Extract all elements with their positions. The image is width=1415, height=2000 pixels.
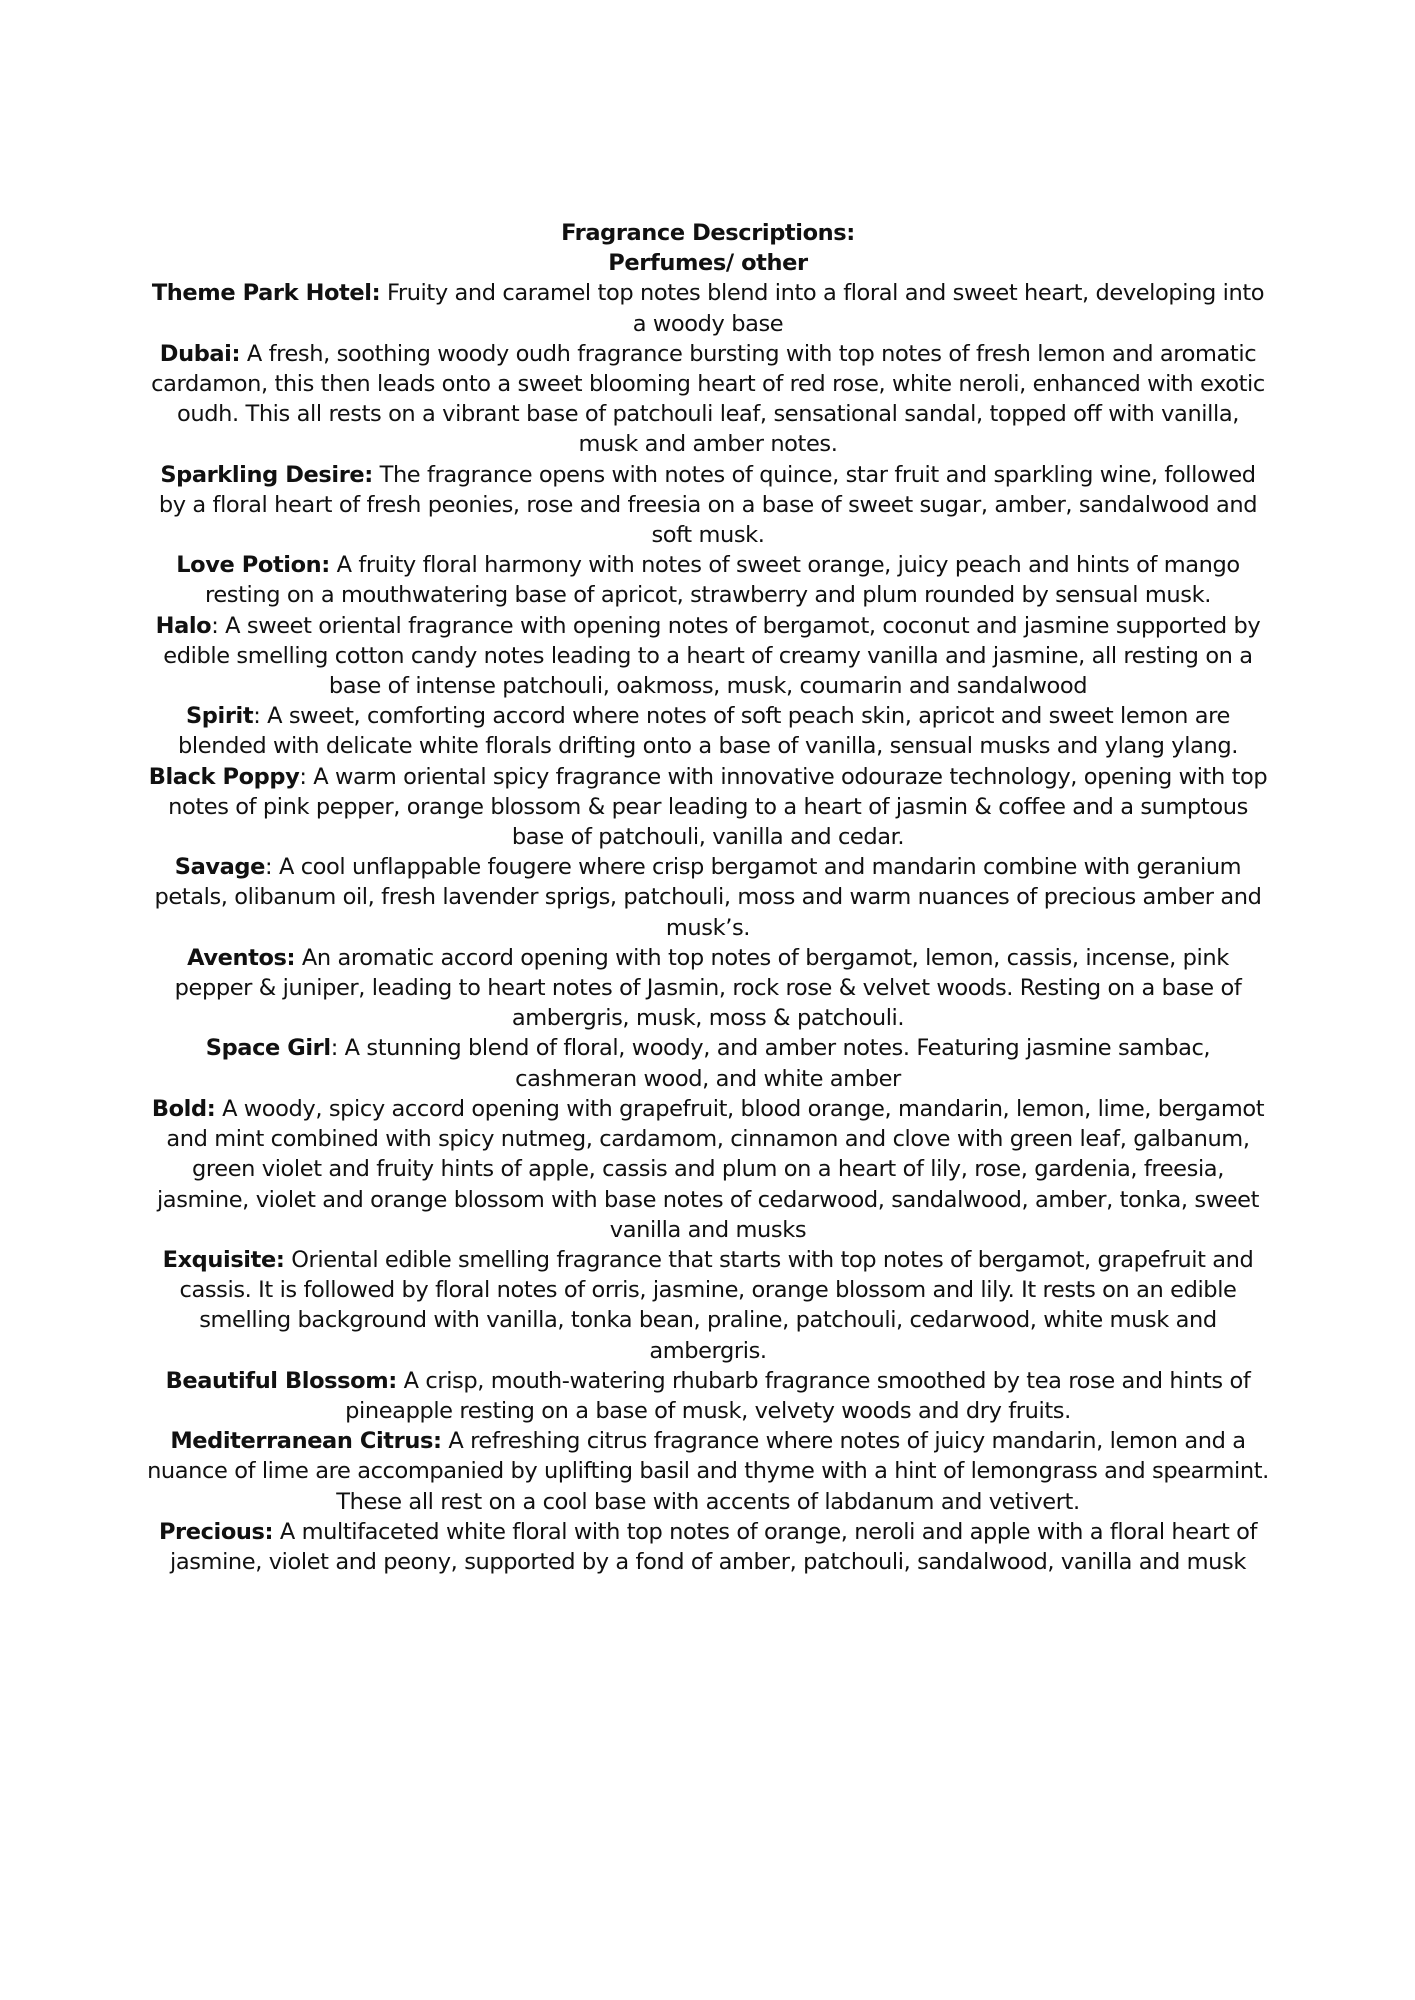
fragrance-name: Black Poppy [148,763,300,790]
fragrance-name: Savage [174,854,266,881]
fragrance-description: Oriental edible smelling fragrance that starts with top notes of bergamot, grapefruit and cassis. It is followed by floral notes of orris, jasmine, orange blossom and lily. It rests on an edible smelling background with vanilla, tonka bean, praline, patchouli, cedarwood, white musk and ambergris. [179,1246,1254,1364]
fragrance-description: The fragrance opens with notes of quince, star fruit and sparkling wine, followed by a floral heart of fresh peonies, rose and freesia on a base of sweet sugar, amber, sandalwood and soft musk. [158,461,1258,549]
fragrance-name: Bold: [151,1095,216,1122]
fragrance-name: Theme Park Hotel: [151,280,381,307]
document-body [146,218,1270,1577]
fragrance-name: Spirit [186,703,254,730]
fragrance-description: A woody, spicy accord opening with grapefruit, blood orange, mandarin, lemon, lime, bergamot and mint combined with spicy nutmeg, cardamom, cinnamon and clove with green leaf, galbanum, green violet and fruity hints of apple, cassis and plum on a heart of lily, rose, gardenia, freesia, jasmine, violet and orange blossom with base notes of cedarwood, sandalwood, amber, tonka, sweet vanilla and musks [156,1095,1265,1243]
fragrance-entry [146,460,1270,551]
fragrance-entry [146,339,1270,460]
fragrance-description: : A cool unflappable fougere where crisp bergamot and mandarin combine with geranium petals, olibanum oil, fresh lavender sprigs, patchouli, moss and warm nuances of precious amber and musk’s. [154,854,1262,941]
fragrance-name: Beautiful Blossom: [165,1367,397,1394]
fragrance-description: : A sweet, comforting accord where notes of soft peach skin, apricot and sweet lemon are blended with delicate white florals drifting onto a base of vanilla, sensual musks and ylang ylang. [178,703,1238,760]
fragrance-list [146,278,1270,1577]
fragrance-entry [146,701,1270,761]
fragrance-name: Dubai: [159,340,241,367]
fragrance-entry [146,1033,1270,1093]
fragrance-description: A crisp, mouth-watering rhubarb fragrance smoothed by tea rose and hints of pineapple resting on a base of musk, velvety woods and dry fruits. [345,1367,1251,1424]
fragrance-description: A multifaceted white floral with top notes of orange, neroli and apple with a floral heart of jasmine, violet and peony, supported by a fond of amber, patchouli, sandalwood, vanilla and musk [170,1518,1258,1575]
fragrance-name: Sparkling Desire: [160,461,373,488]
fragrance-entry [146,1094,1270,1245]
fragrance-description: A refreshing citrus fragrance where notes of juicy mandarin, lemon and a nuance of lime are accompanied by uplifting basil and thyme with a hint of lemongrass and spearmint. These all rest on a cool base with accents of labdanum and vetivert. [147,1428,1269,1515]
fragrance-entry [146,1517,1270,1577]
fragrance-entry [146,852,1270,943]
fragrance-entry [146,762,1270,853]
fragrance-name: Space Girl [205,1035,331,1062]
fragrance-name: Love Potion: [176,552,330,579]
fragrance-name: Exquisite: [162,1246,285,1273]
fragrance-description: : A warm oriental spicy fragrance with innovative odouraze technology, opening with top notes of pink pepper, orange blossom & pear leading to a heart of jasmin & coffee and a sumptous base of patchouli, vanilla and cedar. [168,763,1268,851]
fragrance-entry [146,550,1270,610]
fragrance-entry [146,1426,1270,1517]
fragrance-entry [146,943,1270,1034]
fragrance-entry [146,611,1270,702]
document-title: Fragrance Descriptions: [561,220,855,246]
fragrance-description: : A sweet oriental fragrance with opening notes of bergamot, coconut and jasmine supported by edible smelling cotton candy notes leading to a heart of creamy vanilla and jasmine, all resting on a base of intense patchouli, oakmoss, musk, coumarin and sandalwood [163,612,1261,700]
fragrance-entry [146,278,1270,338]
fragrance-name: Mediterranean Citrus: [170,1428,442,1455]
fragrance-description: A fresh, soothing woody oudh fragrance bursting with top notes of fresh lemon and aromatic cardamon, this then leads onto a sweet blooming heart of red rose, white neroli, enhanced with exotic oudh. This all rests on a vibrant base of patchouli leaf, sensational sandal, topped off with vanilla, musk and amber notes. [151,340,1265,458]
fragrance-description: A fruity floral harmony with notes of sweet orange, juicy peach and hints of mango resting on a mouthwatering base of apricot, strawberry and plum rounded by sensual musk. [204,552,1240,609]
fragrance-entry [146,1245,1270,1366]
fragrance-name: Aventos: [187,944,296,971]
fragrance-name: Precious: [158,1518,274,1545]
fragrance-description: An aromatic accord opening with top notes of bergamot, lemon, cassis, incense, pink pepper & juniper, leading to heart notes of Jasmin, rock rose & velvet woods. Resting on a base of ambergris, musk, moss & patchouli. [174,944,1242,1032]
document-subtitle: Perfumes/ other [608,250,808,277]
fragrance-description: : A stunning blend of floral, woody, and amber notes. Featuring jasmine sambac, cashmeran wood, and white amber [330,1035,1211,1092]
fragrance-entry [146,1366,1270,1426]
fragrance-name: Halo [155,612,212,639]
fragrance-description: Fruity and caramel top notes blend into a floral and sweet heart, developing into a woody base [380,280,1265,337]
